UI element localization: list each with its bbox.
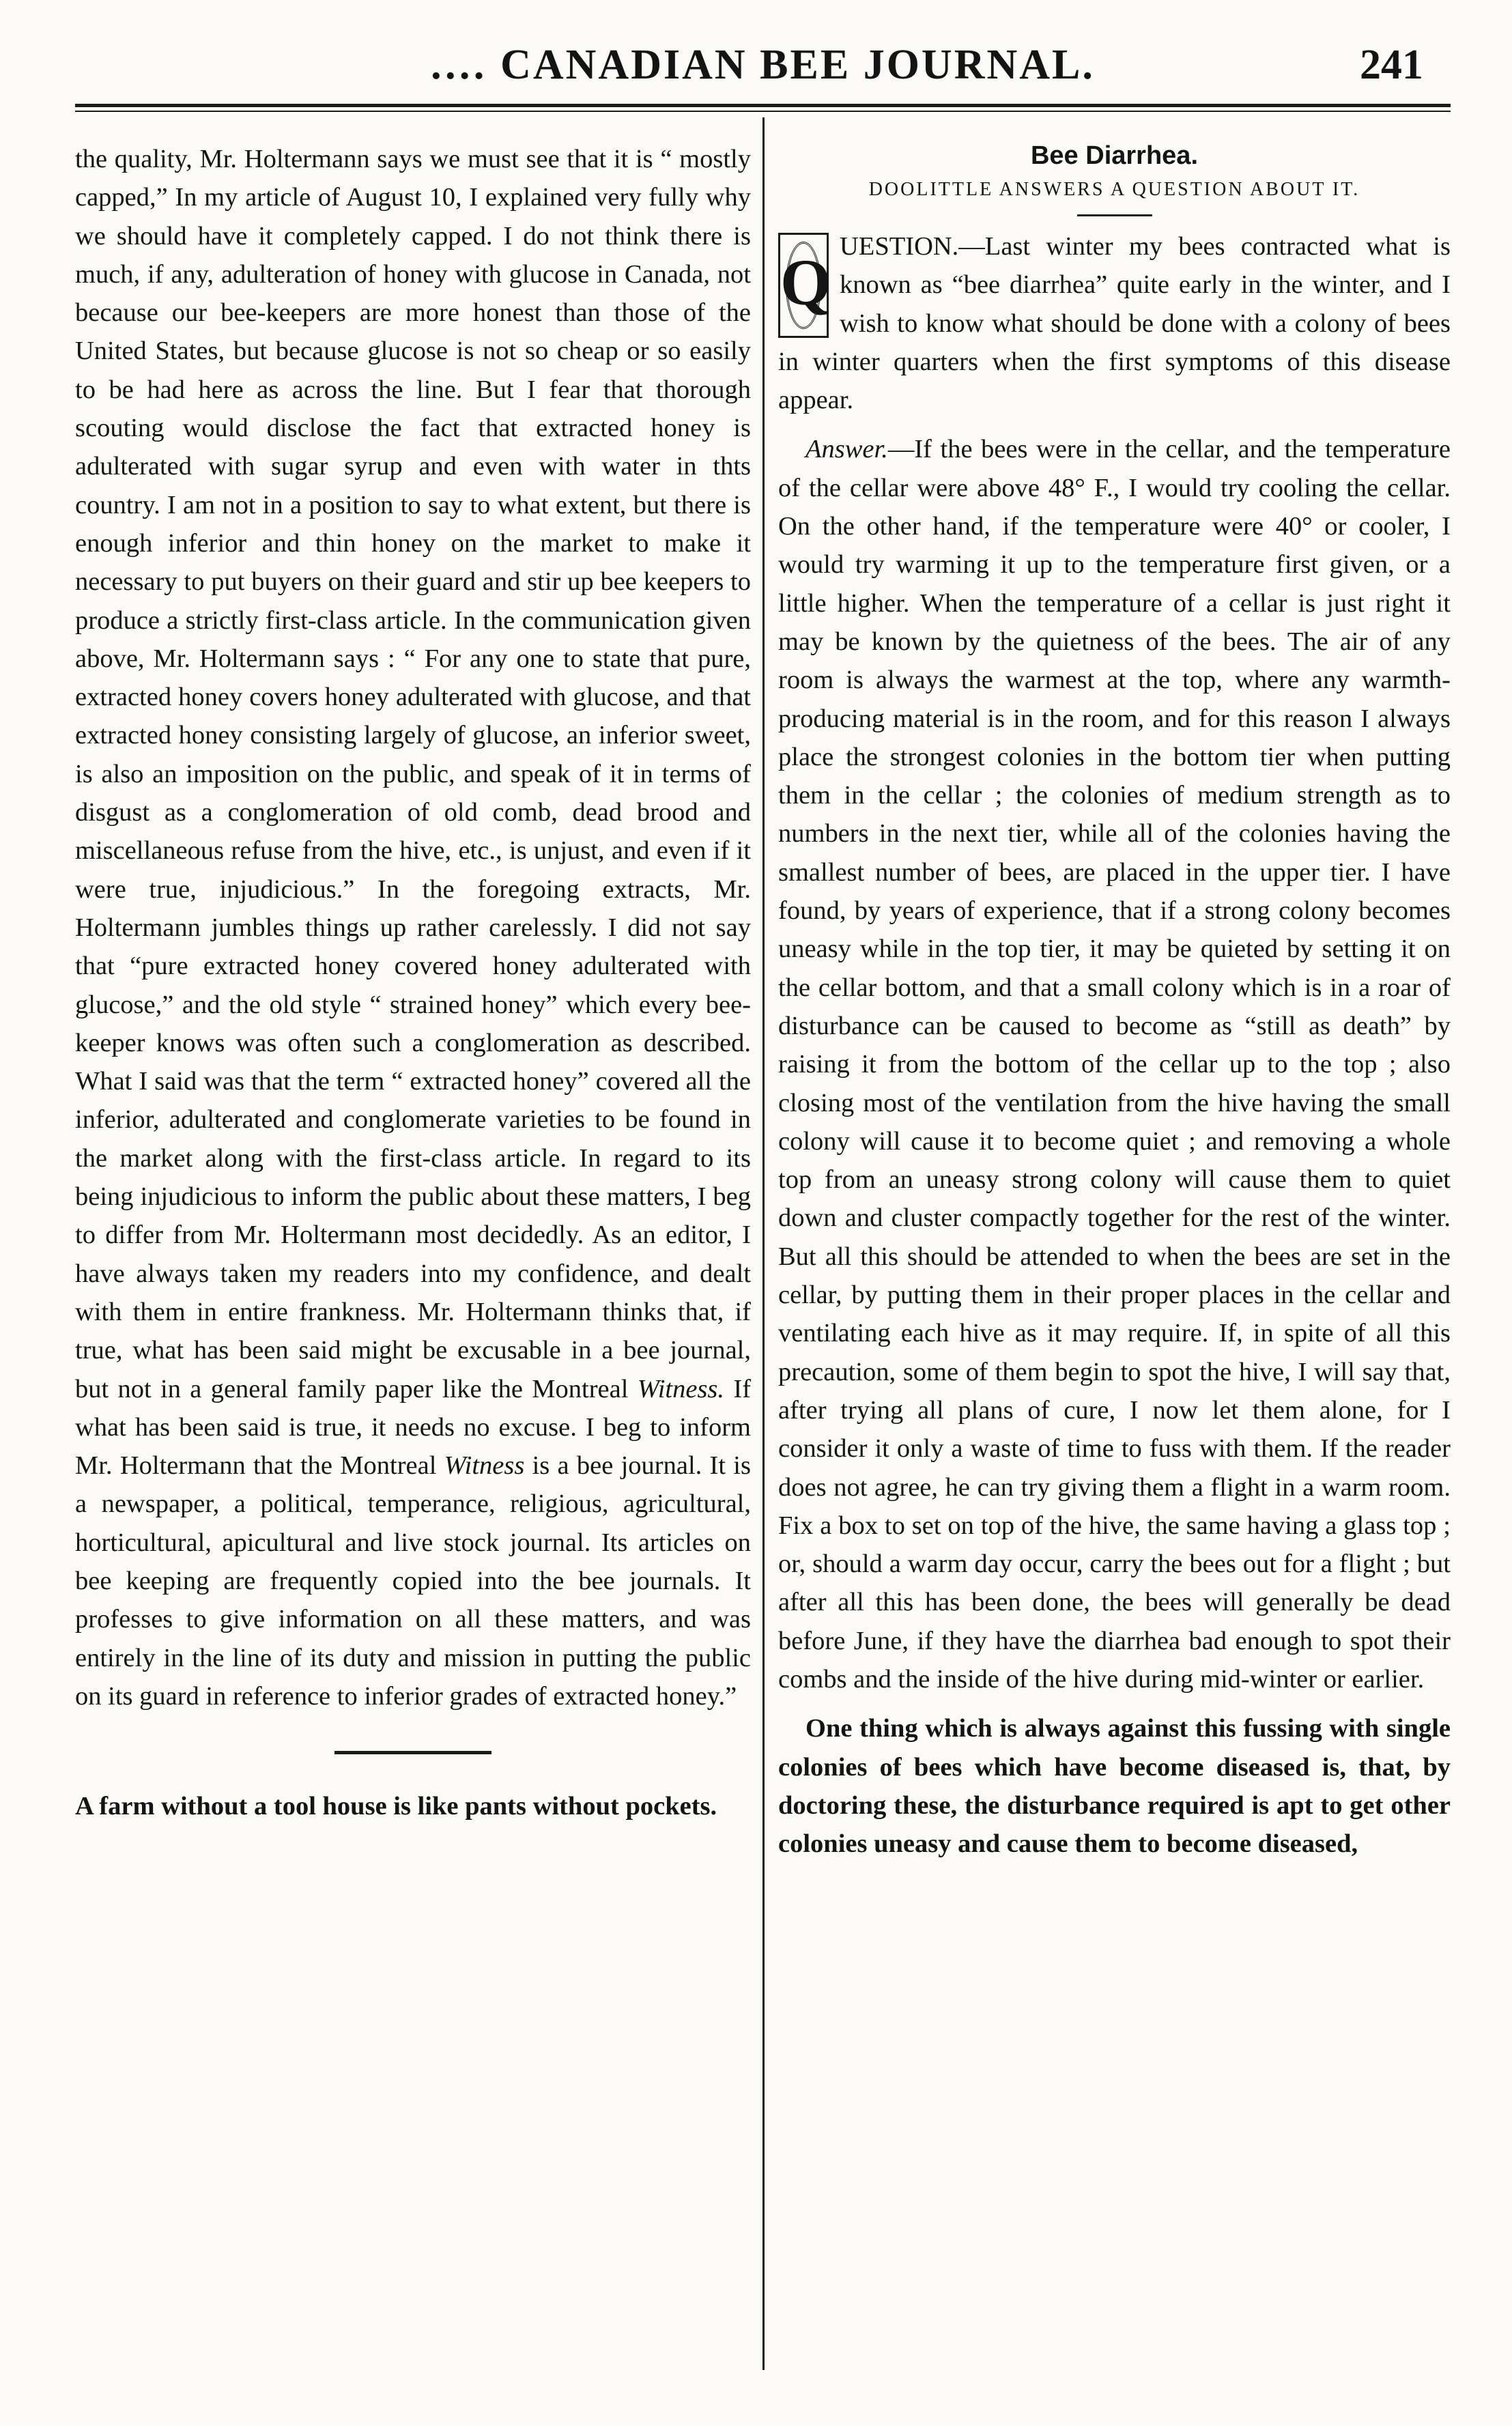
editorial-reply-paragraph bbox=[75, 140, 751, 1715]
article-subheading: DOOLITTLE ANSWERS A QUESTION ABOUT IT. bbox=[868, 179, 1360, 200]
page-header bbox=[75, 41, 1451, 102]
drop-cap bbox=[778, 233, 829, 338]
drop-cap-letter: Q bbox=[780, 246, 831, 319]
header-rule-thin bbox=[75, 111, 1451, 112]
question-paragraph bbox=[778, 227, 1451, 419]
journal-title: .… CANADIAN BEE JOURNAL. bbox=[431, 42, 1095, 88]
answer-paragraph bbox=[778, 430, 1451, 1698]
witness-title-1: Witness. bbox=[637, 1374, 725, 1403]
column-divider bbox=[762, 117, 765, 2370]
header-rule bbox=[75, 104, 1451, 107]
page-number: 241 bbox=[1360, 42, 1423, 88]
section-heading: Bee Diarrhea. bbox=[1030, 141, 1198, 170]
left-column bbox=[75, 140, 751, 1825]
editorial-text-1: the quality, Mr. Holtermann says we must see that it is “ mostly capped,” In my article of August 10, I explained very fully why we should have it completely capped. I do not think there is much, if any, adulteration of honey with glucose in Canada, not because our bee-keepers are more honest than those of the United States, but because glucose is not so cheap or so easily to be had here as across the line. But I fear that thorough scouting would disclose the fact that extracted honey is adulterated with sugar syrup and even with water in thts country. I am not in a position to say to what extent, but there is enough inferior and thin honey on the market to make it necessary to put buyers on their guard and stir up bee keepers to produce a strictly first-class article. In the communication given above, Mr. Holtermann says : “ For any one to state that pure, extracted honey covers honey adulterated with glucose, and that extracted honey consisting largely of glucose, an inferior sweet, is also an imposition on the public, and speak of it in terms of disgust as a conglomeration of old comb, dead brood and miscellaneous refuse from the hive, etc., is unjust, and even if it were true, injudicious.” In the foregoing extracts, Mr. Holtermann jumbles things up rather carelessly. I did not say that “pure extracted honey covered honey adulterated with glucose,” and the old style “ strained honey” which every bee-keeper knows was often such a conglomeration as described. What I said was that the term “ extracted honey” covered all the inferior, adulterated and conglomerate varieties to be found in the market along with the first-class article. In regard to its being injudicious to inform the public about these matters, I beg to differ from Mr. Holtermann most decidedly. As an editor, I have always taken my readers into my confidence, and dealt with them in entire frankness. Mr. Holtermann thinks that, if true, what has been said might be excusable in a bee journal, but not in a general family paper like the Montreal bbox=[75, 145, 751, 1403]
witness-title-2: Witness bbox=[444, 1451, 525, 1481]
section-divider bbox=[334, 1751, 491, 1754]
editorial-text-2: If what has been said is true, it needs no excuse. I beg to inform Mr. Holtermann that the Montreal bbox=[75, 1374, 752, 1481]
editorial-text-3: is a bee journal. It is a newspaper, a political, temperance, religious, agricultural, horticultural, apicultural and live stock journal. Its articles on bee keeping are frequently copied into the bee journals. It professes to give information on all these matters, and was entirely in the line of its duty and mission in putting the public on its guard in reference to inferior grades of extracted honey.” bbox=[75, 1451, 751, 1711]
short-rule bbox=[1077, 214, 1152, 216]
farm-tip: A farm without a tool house is like pants without pockets. bbox=[75, 1792, 717, 1821]
question-text: UESTION.—Last winter my bees contracted what is known as “bee diarrhea” quite early in the winter, and I wish to know what should be done with a colony of bees in winter quarters when the first symptoms of this disease appear. bbox=[778, 232, 1451, 415]
answer-text: —If the bees were in the cellar, and the temperature of the cellar were above 48° F., I would try cooling the cellar. On the other hand, if the temperature were 40° or cooler, I would try warming it up to the temperature first given, or a little higher. When the temperature of a cellar is just right it may be known by the quietness of the bees. The air of any room is always the warmest at the top, where any warmth-producing material is in the room, and for this reason I always place the strongest colonies in the bottom tier when putting them in the cellar ; the colonies of medium strength as to numbers in the next tier, while all of the colonies having the smallest number of bees, are placed in the upper tier. I have found, by years of experience, that if a strong colony becomes uneasy while in the top tier, it may be quieted by setting it on the cellar bottom, and that a small colony which is in a roar of disturbance can be caused to become as “still as death” by raising it from the bottom of the cellar up to the top ; also closing most of the ventilation from the hive having the small colony will cause it to become quiet ; and removing a whole top from an uneasy strong colony will cause them to quiet down and cluster compactly together for the rest of the winter. But all this should be attended to when the bees are set in the cellar, by putting them in their proper places in the cellar and ventilating each hive as it may require. If, in spite of all this precaution, some of them begin to spot the hive, I will say that, after trying all plans of cure, I now let them alone, for I consider it only a waste of time to fuss with them. If the reader does not agree, he can try giving them a flight in a warm room. Fix a box to set on top of the hive, the same having a glass top ; or, should a warm day occur, carry the bees out for a flight ; but after all this has been done, the bees will generally be dead before June, if they have the diarrhea bad enough to spot their combs and the inside of the hive during mid-winter or earlier. bbox=[778, 435, 1451, 1694]
right-column bbox=[778, 137, 1451, 1863]
answer-label: Answer. bbox=[805, 435, 888, 464]
closing-paragraph: One thing which is always against this fussing with single colonies of bees which have become diseased is, that, by doctoring these, the disturbance required is apt to get other colonies uneasy and cause them to become diseased, bbox=[778, 1714, 1451, 1859]
